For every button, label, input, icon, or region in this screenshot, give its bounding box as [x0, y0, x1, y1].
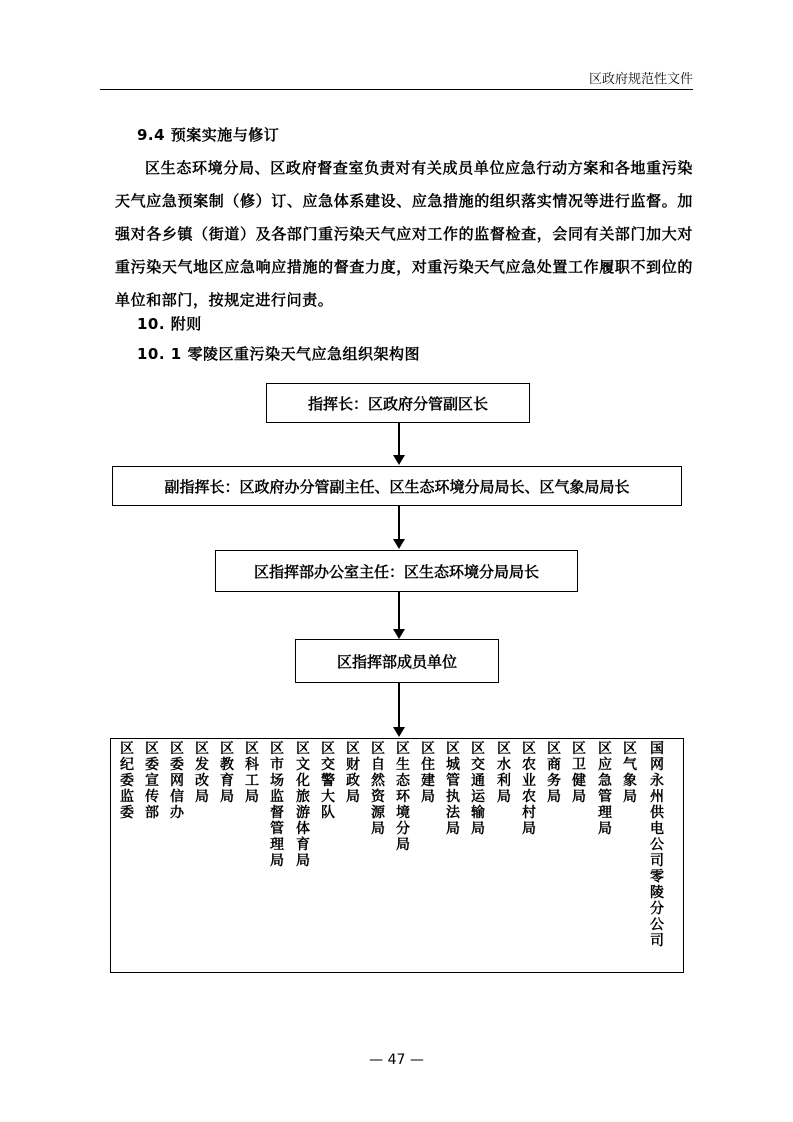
connector-line: [398, 592, 400, 630]
member-unit: 国网永州供电公司零陵分公司: [650, 741, 664, 949]
member-unit: 区交警大队: [321, 741, 335, 821]
member-unit: 区商务局: [547, 741, 561, 805]
member-unit: 区气象局: [623, 741, 637, 805]
member-unit: 区应急管理局: [598, 741, 612, 837]
member-unit: 区交通运输局: [471, 741, 485, 837]
member-unit: 区发改局: [195, 741, 209, 805]
member-unit: 区文化旅游体育局: [296, 741, 310, 869]
member-unit: 区财政局: [346, 741, 360, 805]
section-heading-10: 10. 附则: [137, 315, 202, 333]
header-doc-type: 区政府规范性文件: [588, 72, 693, 87]
connector-line: [398, 506, 400, 540]
section-heading-9-4: 9.4 预案实施与修订: [137, 126, 280, 144]
member-unit: 区科工局: [245, 741, 259, 805]
member-unit: 区水利局: [497, 741, 511, 805]
section-heading-10-1: 10. 1 零陵区重污染天气应急组织架构图: [137, 345, 420, 363]
member-unit: 区农业农村局: [522, 741, 536, 837]
member-unit: 区市场监督管理局: [270, 741, 284, 869]
member-unit: 区城管执法局: [446, 741, 460, 837]
section-paragraph-9-4: 区生态环境分局、区政府督查室负责对有关成员单位应急行动方案和各地重污染天气应急预案制（修）订、应急体系建设、应急措施的组织落实情况等进行监督。加强对各乡镇（街道）及各部门重污染天气应对工作的监督检查，会同有关部门加大对重污染天气地区应急响应措施的督查力度，对重污染天气应急处置工作履职不到位的单位和部门，按规定进行问责。: [115, 159, 693, 309]
connector-line: [398, 423, 400, 456]
connector-line: [398, 683, 400, 728]
deputy-commander-box: 副指挥长：区政府办分管副主任、区生态环境分局局长、区气象局局长: [112, 466, 682, 506]
member-unit: 区生态环境分局: [396, 741, 410, 853]
member-unit: 区卫健局: [572, 741, 586, 805]
member-unit: 区委网信办: [170, 741, 184, 821]
member-unit: 区纪委监委: [120, 741, 134, 821]
member-unit: 区教育局: [220, 741, 234, 805]
member-unit: 区自然资源局: [371, 741, 385, 837]
arrow-down-icon: [393, 629, 405, 639]
member-unit: 区委宣传部: [145, 741, 159, 821]
member-unit: 区住建局: [421, 741, 435, 805]
header-rule: [100, 89, 693, 90]
page-number: — 47 —: [369, 1052, 424, 1068]
commander-box: 指挥长：区政府分管副区长: [266, 383, 530, 423]
arrow-down-icon: [393, 727, 405, 737]
arrow-down-icon: [393, 539, 405, 549]
office-director-box: 区指挥部办公室主任：区生态环境分局局长: [215, 550, 578, 592]
member-units-title-box: 区指挥部成员单位: [295, 639, 499, 683]
member-units-box: [110, 738, 684, 973]
arrow-down-icon: [393, 455, 405, 465]
